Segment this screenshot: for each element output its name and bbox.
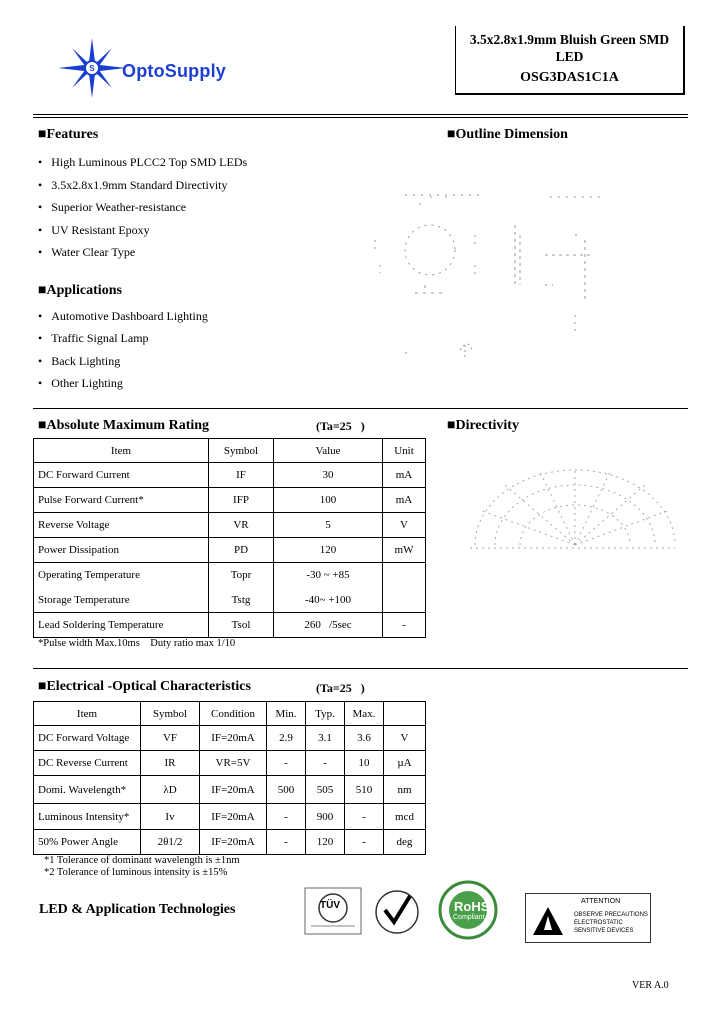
table-cell: -	[383, 613, 426, 638]
applications-list	[38, 305, 208, 394]
table-row	[34, 488, 426, 513]
table-cell: V	[384, 726, 426, 751]
table-header: Condition	[200, 702, 267, 726]
table-cell: 30	[274, 463, 383, 488]
esd-line-2: ELECTROSTATIC	[574, 920, 623, 926]
company-name: OptoSupply	[122, 61, 226, 81]
table-cell: Topr	[209, 563, 274, 588]
outline-drawing	[365, 185, 625, 375]
esd-line-3: SENSITIVE DEVICES	[574, 928, 634, 934]
table-cell: Tsol	[209, 613, 274, 638]
table-cell: IF=20mA	[200, 804, 267, 830]
footer-company-line: LED & Application Technologies	[39, 902, 236, 917]
table-cell: mcd	[384, 804, 426, 830]
section-divider	[33, 408, 688, 409]
list-item: • UV Resistant Epoxy	[38, 222, 150, 237]
table-cell: 50% Power Angle	[34, 830, 141, 855]
table-cell: nm	[384, 776, 426, 804]
list-item: • High Luminous PLCC2 Top SMD LEDs	[38, 155, 248, 169]
table-cell: Lead Soldering Temperature	[34, 613, 209, 638]
table-cell: -	[345, 804, 384, 830]
part-number: OSG3DAS1C1A	[520, 70, 619, 85]
table-row	[34, 563, 426, 588]
table-cell: 260 /5sec	[274, 613, 383, 638]
table-cell: Storage Temperature	[34, 588, 209, 613]
eo-ta: (Ta=25 )	[316, 681, 365, 695]
list-item: • Automotive Dashboard Lighting	[38, 309, 208, 323]
list-item: • Superior Weather-resistance	[38, 200, 187, 214]
table-row	[34, 776, 426, 804]
table-cell: 120	[274, 538, 383, 563]
title-line2: LED	[555, 49, 584, 64]
table-cell: VF	[141, 726, 200, 751]
table-header: Symbol	[141, 702, 200, 726]
attention-label: ATTENTION	[581, 898, 621, 905]
table-row	[34, 538, 426, 563]
list-item: • Water Clear Type	[38, 245, 136, 259]
abs-max-footnote: *Pulse width Max.10ms Duty ratio max 1/10	[38, 638, 236, 649]
features-list	[38, 151, 247, 264]
table-cell: -40~ +100	[274, 588, 383, 613]
rohs-compliant-logo	[433, 880, 503, 940]
table-cell: 505	[306, 776, 345, 804]
table-cell: 120	[306, 830, 345, 855]
table-cell: IF	[209, 463, 274, 488]
table-cell: -	[306, 751, 345, 776]
table-row	[34, 588, 426, 613]
directivity-heading: ■Directivity	[447, 418, 519, 433]
table-row	[34, 513, 426, 538]
table-header-row	[34, 702, 426, 726]
table-cell: -	[267, 751, 306, 776]
table-cell	[383, 563, 426, 613]
rohs-sub-label: Compliant	[453, 914, 485, 921]
list-item: • Traffic Signal Lamp	[38, 331, 149, 346]
esd-warning-icon	[532, 906, 564, 936]
svg-text:S: S	[89, 64, 95, 73]
table-header: Symbol	[209, 439, 274, 463]
eo-table	[33, 701, 426, 855]
title-box	[455, 26, 685, 95]
table-header: Min.	[267, 702, 306, 726]
table-cell: Pulse Forward Current*	[34, 488, 209, 513]
table-row	[34, 726, 426, 751]
table-row	[34, 751, 426, 776]
table-header: Item	[34, 439, 209, 463]
table-cell: IR	[141, 751, 200, 776]
list-item: • Other Lighting	[38, 375, 123, 390]
header-divider-2	[33, 117, 688, 118]
table-cell: 10	[345, 751, 384, 776]
table-cell: Operating Temperature	[34, 563, 209, 588]
table-cell: 900	[306, 804, 345, 830]
table-cell: -30 ~ +85	[274, 563, 383, 588]
table-header	[384, 702, 426, 726]
esd-attention-box	[525, 893, 651, 943]
checkmark-certification-logo	[370, 886, 425, 936]
table-header-row	[34, 439, 426, 463]
table-cell: λD	[141, 776, 200, 804]
version-label: VER A.0	[632, 980, 669, 991]
table-cell: PD	[209, 538, 274, 563]
table-cell: µA	[384, 751, 426, 776]
table-header: Unit	[383, 439, 426, 463]
table-cell: IF=20mA	[200, 776, 267, 804]
table-cell: VR=5V	[200, 751, 267, 776]
table-cell: DC Forward Voltage	[34, 726, 141, 751]
table-cell: deg	[384, 830, 426, 855]
table-row	[34, 613, 426, 638]
applications-heading: ■Applications	[38, 283, 122, 298]
table-header: Item	[34, 702, 141, 726]
table-cell: V	[383, 513, 426, 538]
eo-heading: ■Electrical -Optical Characteristics	[38, 679, 251, 694]
table-cell: -	[345, 830, 384, 855]
table-cell: IF=20mA	[200, 830, 267, 855]
table-cell: DC Forward Current	[34, 463, 209, 488]
table-cell: Domi. Wavelength*	[34, 776, 141, 804]
company-logo	[58, 38, 128, 98]
table-cell: mW	[383, 538, 426, 563]
eo-footnote-1: *1 Tolerance of dominant wavelength is ±1nm	[44, 855, 240, 866]
table-cell: -	[267, 804, 306, 830]
table-cell: Iv	[141, 804, 200, 830]
star-logo-icon	[58, 38, 128, 98]
table-cell: DC Reverse Current	[34, 751, 141, 776]
table-cell: Power Dissipation	[34, 538, 209, 563]
table-header: Value	[274, 439, 383, 463]
table-cell: Reverse Voltage	[34, 513, 209, 538]
table-cell: 2θ1/2	[141, 830, 200, 855]
table-cell: 510	[345, 776, 384, 804]
table-cell: 100	[274, 488, 383, 513]
outline-heading: ■Outline Dimension	[447, 127, 568, 142]
list-item: • 3.5x2.8x1.9mm Standard Directivity	[38, 177, 228, 192]
abs-max-ta: (Ta=25 )	[316, 419, 365, 433]
table-cell: mA	[383, 488, 426, 513]
abs-max-table	[33, 438, 426, 638]
table-cell: IF=20mA	[200, 726, 267, 751]
table-cell: 2.9	[267, 726, 306, 751]
table-row	[34, 830, 426, 855]
table-header: Typ.	[306, 702, 345, 726]
table-cell: IFP	[209, 488, 274, 513]
tuv-label: TÜV	[320, 900, 340, 911]
table-cell: 5	[274, 513, 383, 538]
table-cell: 3.1	[306, 726, 345, 751]
tuv-certification-logo	[303, 886, 363, 936]
table-cell: Luminous Intensity*	[34, 804, 141, 830]
table-cell: Tstg	[209, 588, 274, 613]
list-item: • Back Lighting	[38, 353, 121, 368]
title-line1: 3.5x2.8x1.9mm Bluish Green SMD	[469, 32, 670, 47]
table-header: Max.	[345, 702, 384, 726]
directivity-diagram	[465, 460, 685, 570]
table-cell: 3.6	[345, 726, 384, 751]
table-cell: mA	[383, 463, 426, 488]
abs-max-heading: ■Absolute Maximum Rating	[38, 418, 210, 433]
table-row	[34, 463, 426, 488]
table-cell: -	[267, 830, 306, 855]
table-row	[34, 804, 426, 830]
header-divider	[33, 114, 688, 115]
features-heading: ■Features	[38, 127, 99, 142]
esd-line-1: OBSERVE PRECAUTIONS	[574, 912, 648, 918]
table-cell: 500	[267, 776, 306, 804]
eo-footnote-2: *2 Tolerance of luminous intensity is ±15%	[44, 867, 228, 878]
table-cell: VR	[209, 513, 274, 538]
rohs-label: RoHS	[454, 899, 490, 914]
section-divider	[33, 668, 688, 669]
